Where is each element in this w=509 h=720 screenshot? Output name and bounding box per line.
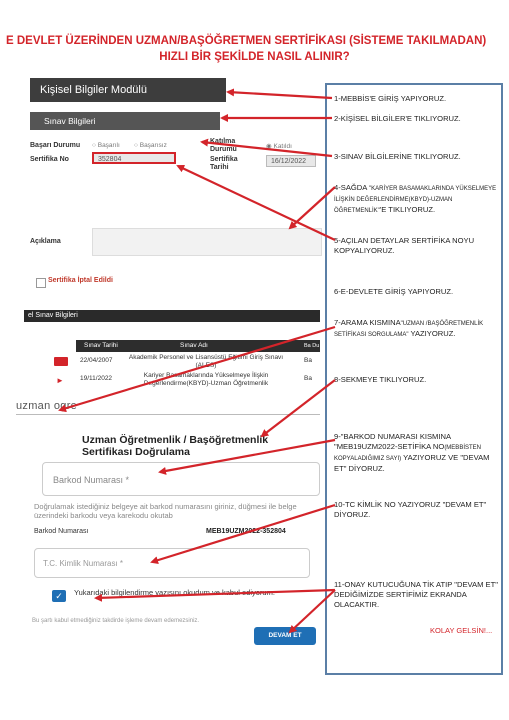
table-row[interactable] <box>76 354 320 368</box>
col-durum: Ba Du <box>304 343 320 349</box>
closing-text: KOLAY GELSİN!... <box>430 626 493 635</box>
step-3: 3-SINAV BİLGİLERİNE TIKLIYORUZ. <box>334 152 461 161</box>
step-4-small: "KARİYER BASAMAKLARINDA YÜKSELMEYE İLİŞKİN DEĞERLENDİRME(KBYD)-UZMAN ÖĞRETMENLİK" <box>334 186 497 214</box>
sertifika-iptal-label: Sertifika İptal Edildi <box>48 277 113 284</box>
step-11: 11-ONAY KUTUCUĞUNA TİK ATIP "DEVAM ET" DEDİĞİMİZDE SERTİFİMİZ EKRANDA OLACAKTIR. <box>334 580 498 609</box>
row-date: 19/11/2022 <box>80 375 113 382</box>
kabul-note: Bu şartı kabul etmediğiniz takdirde işleme devam edemezsiniz. <box>32 618 200 624</box>
col-sinav-tarihi: Sınav Tarihi <box>84 342 118 349</box>
step-2: 2-KİŞİSEL BİLGİLER'E TIKLIYORUZ. <box>334 114 461 123</box>
katilma-durumu-label: Katılma Durumu <box>210 138 237 153</box>
step-8: 8-SEKMEYE TIKLIYORUZ. <box>334 375 427 384</box>
radio-basarisiz[interactable]: ○ Başarısız <box>134 142 167 149</box>
edevlet-search-input[interactable]: uzman ogre <box>16 400 78 412</box>
table-row[interactable] <box>76 372 320 386</box>
aciklama-label: Açıklama <box>30 238 61 245</box>
row-name: Akademik Personel ve Lisansüstü Eğitimi Giriş Sınavı (ALES) <box>128 354 284 369</box>
tc-kimlik-input[interactable]: T.C. Kimlik Numarası * <box>34 548 310 578</box>
sertifika-dogrulama-title[interactable] <box>82 434 322 458</box>
barkod-label: Barkod Numarası <box>34 528 89 535</box>
step-6: 6-E-DEVLETE GİRİŞ YAPIYORUZ. <box>334 287 454 296</box>
radio-katildi[interactable]: ◉ Katıldı <box>266 143 292 150</box>
onay-label: Yukarıdaki bilgilendirme yazısını okudum ve kabul ediyorum. <box>74 588 275 597</box>
katildi-text: Katıldı <box>273 143 292 150</box>
step-4-pre: 4-SAĞDA <box>334 183 370 192</box>
folder-icon <box>54 357 68 366</box>
search-underline <box>16 414 320 415</box>
col-sinav-adi: Sınav Adı <box>180 342 208 349</box>
radio-basarili[interactable]: ○ Başarılı <box>92 142 120 149</box>
sertifika-no-label: Sertifika No <box>30 156 69 163</box>
barkod-value: MEB19UZM2022-352804 <box>206 528 286 535</box>
sertifika-no-field[interactable]: 352804 <box>92 152 176 164</box>
sertifika-iptal-checkbox[interactable] <box>36 278 46 288</box>
step-7-small: "UZMAN /BAŞÖĞRETMENLİK SETİFİKASI SORGULAMA" <box>334 321 484 338</box>
kisisel-bilgiler-module-button[interactable]: Kişisel Bilgiler Modülü <box>30 78 226 102</box>
row-date: 22/04/2007 <box>80 357 113 364</box>
step-9-pre: 9-"BARKOD NUMARASI KISMINA "MEB19UZM2022-SETİFİKA NO <box>334 432 451 451</box>
play-arrow-icon: ► <box>56 376 64 385</box>
title-part-1: Uzman Öğretmenlik / Başöğretmenlik <box>82 434 269 446</box>
step-7-post: YAZIYORUZ. <box>408 329 456 338</box>
step-9-small: (MEBBİSTEN KOPYALADIĞIMIZ SAYI) <box>334 445 481 462</box>
basari-durumu-label: Başarı Durumu <box>30 142 81 149</box>
step-4-post: 'E TIKLIYORUZ. <box>379 205 436 214</box>
title-line-2: HIZLI BİR ŞEKİLDE NASIL ALINIR? <box>159 51 350 63</box>
sertifika-tarihi-field: 16/12/2022 <box>266 155 316 167</box>
row-status: Ba <box>304 357 312 364</box>
step-1: 1-MEBBİS'E GİRİŞ YAPIYORUZ. <box>334 94 447 103</box>
sinav-bilgileri-bar: el Sınav Bilgileri <box>24 310 320 322</box>
step-10: 10-TC KİMLİK NO YAZIYORUZ "DEVAM ET" DİYORUZ. <box>334 500 487 519</box>
table-header <box>76 340 320 352</box>
row-name: Kariyer Basamaklarında Yükselmeye İlişkin Değerlendirme(KBYD)-Uzman Öğretmenlik <box>143 372 269 387</box>
sinav-bilgileri-tab[interactable]: Sınav Bilgileri <box>30 112 220 130</box>
step-7 <box>334 318 500 340</box>
devam-et-button[interactable]: DEVAM ET <box>254 627 316 645</box>
step-7-pre: 7-ARAMA KISMINA <box>334 318 401 327</box>
step-4 <box>334 183 500 216</box>
row-status: Ba <box>304 375 312 382</box>
title-line-1: E DEVLET ÜZERİNDEN UZMAN/BAŞÖĞRETMEN SERTİFİKASI (SİSTEME TAKILMADAN) <box>6 35 487 47</box>
aciklama-field[interactable] <box>92 228 322 256</box>
step-9-post: YAZIYORUZ VE "DEVAM ET" DİYORUZ. <box>334 453 490 473</box>
onay-checkbox[interactable]: ✓ <box>52 590 66 602</box>
basarisiz-text: Başarısız <box>139 142 167 149</box>
barkod-numarasi-input[interactable]: Barkod Numarası * <box>42 462 320 496</box>
step-9 <box>334 432 500 474</box>
sertifika-tarihi-label: Sertifika Tarihi <box>210 156 238 171</box>
mebbis-screenshot <box>16 78 320 648</box>
step-5: 5-AÇILAN DETAYLAR SERTİFİKA NOYU KOPYALIYORUZ. <box>334 236 475 255</box>
basarili-text: Başarılı <box>97 142 120 149</box>
title-part-2: Sertifikası Doğrulama <box>82 446 190 458</box>
barkod-hint: Doğrulamak istediğiniz belgeye ait barkod numarasını giriniz, düğmesi ile belge üzerindeki barkodu veya karekodu okutab <box>34 502 297 520</box>
